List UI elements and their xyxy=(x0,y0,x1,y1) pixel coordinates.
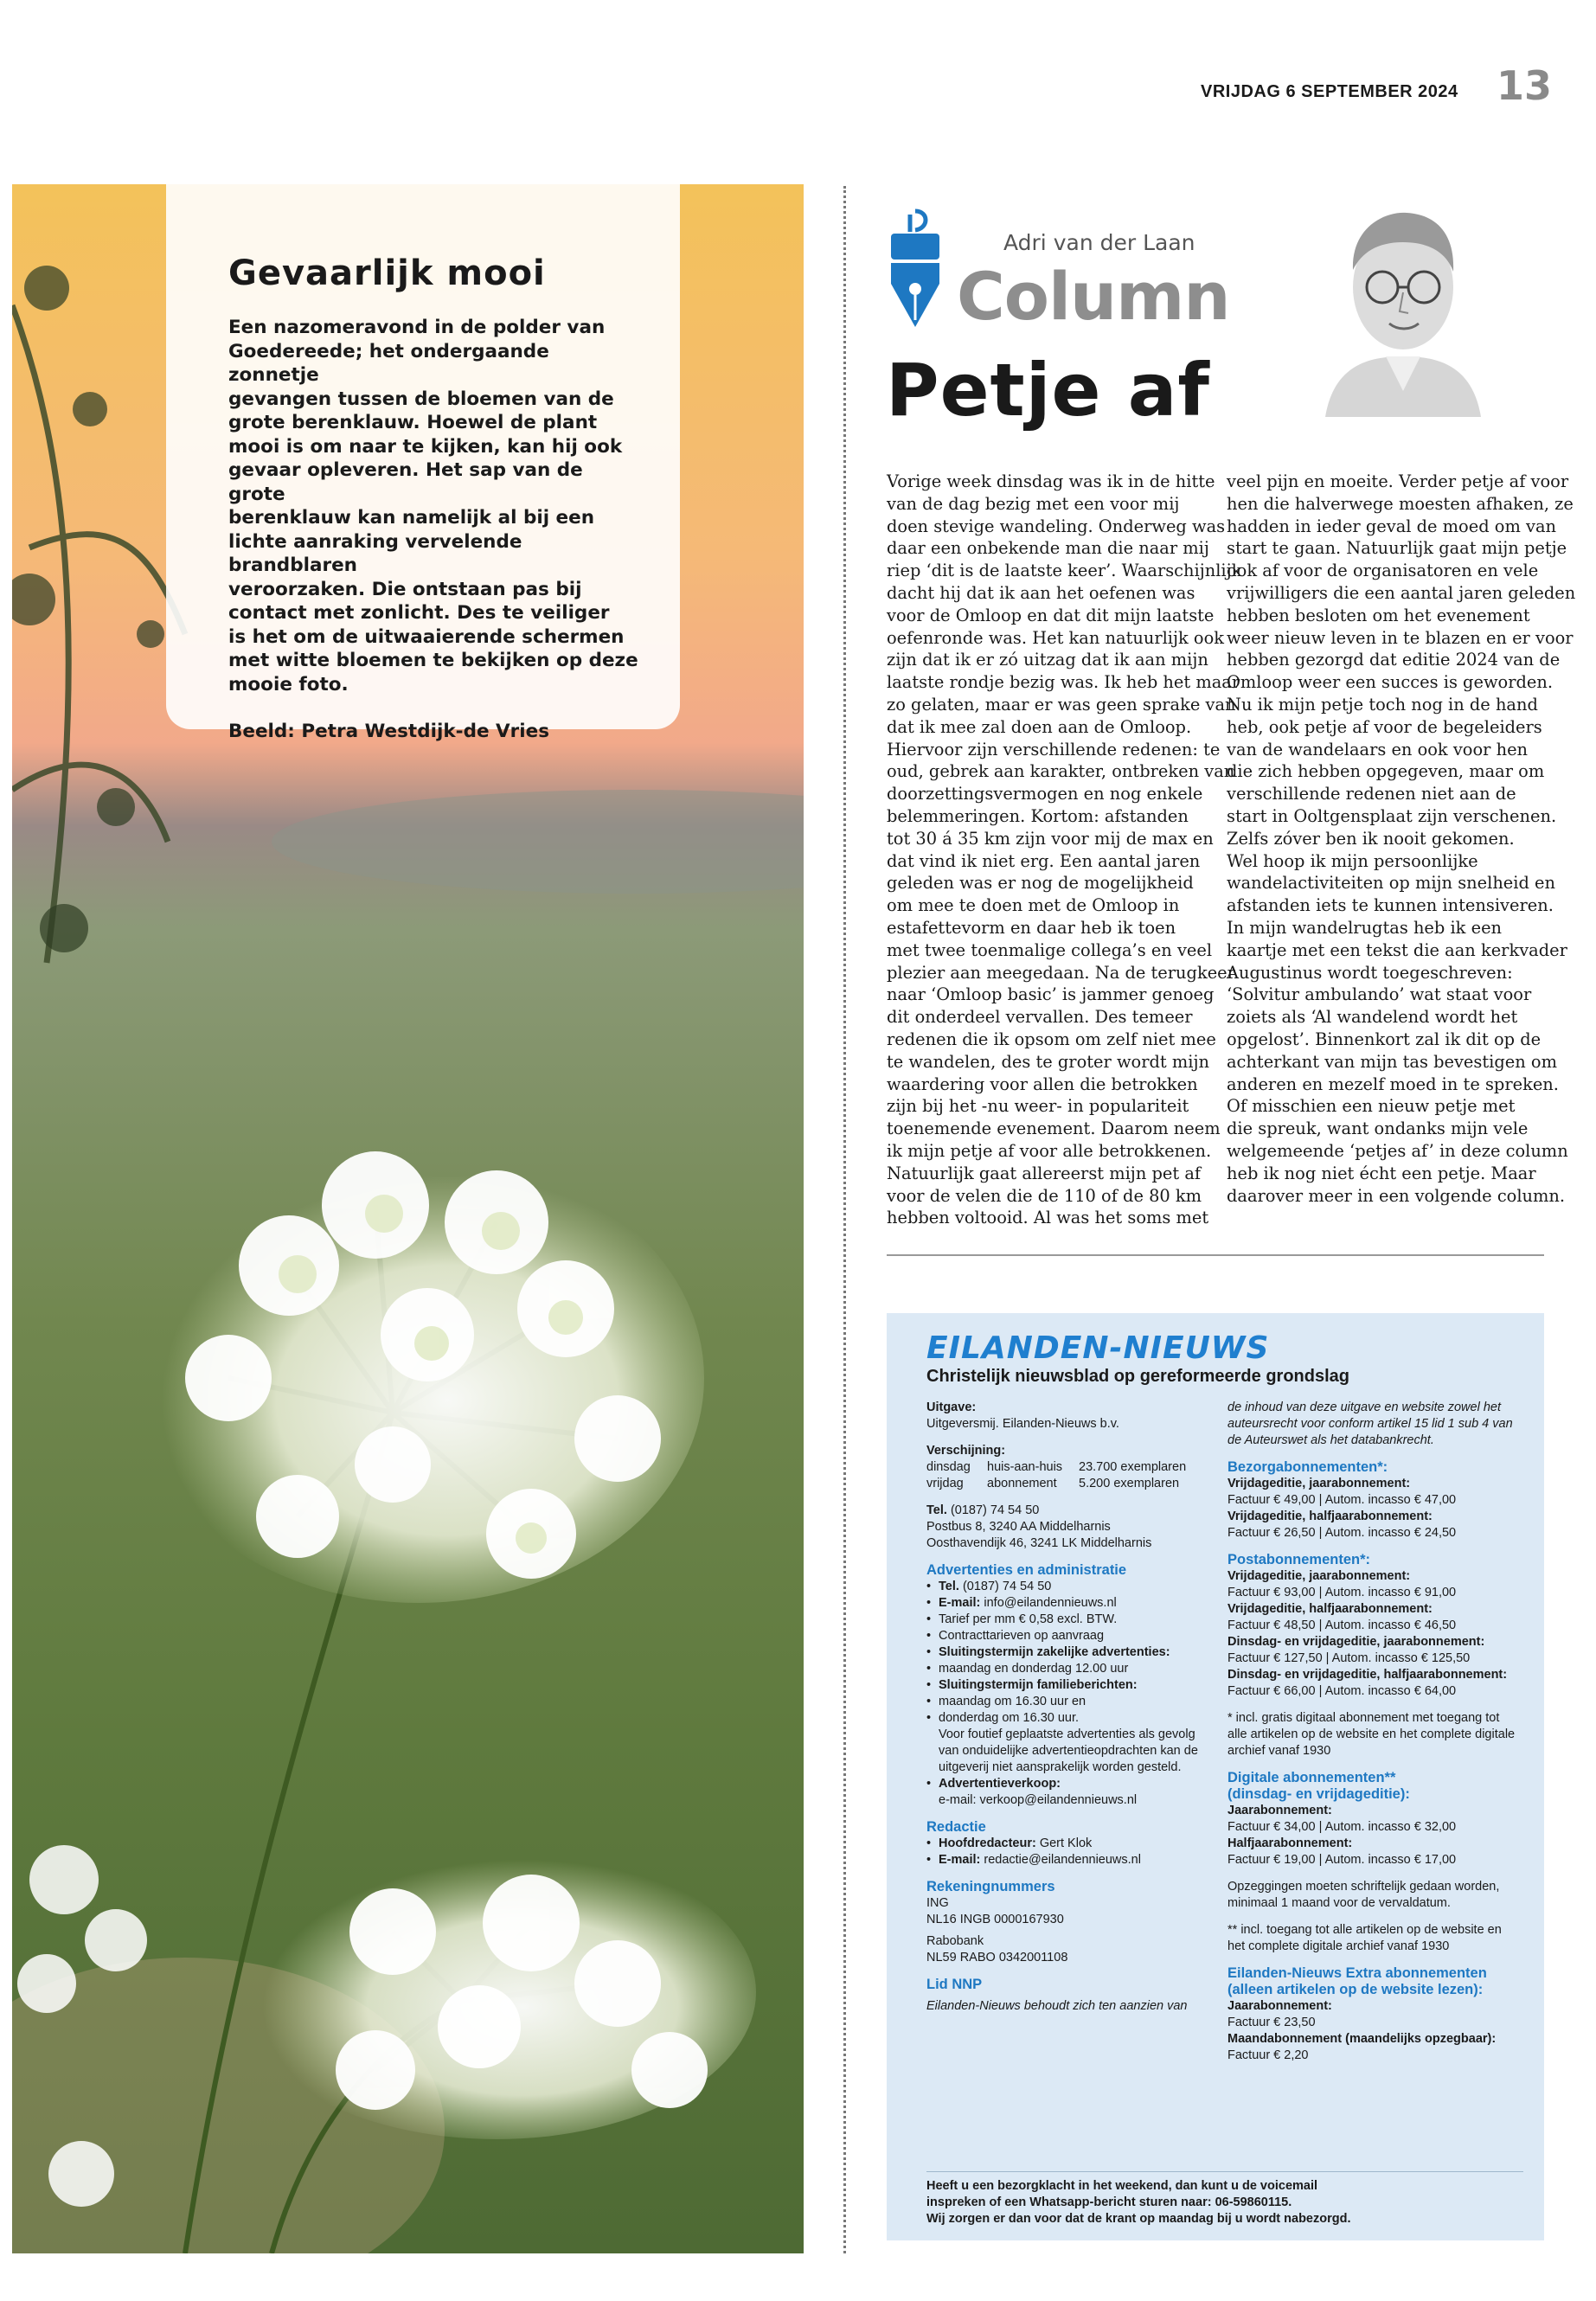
colophon-left: Uitgave: Uitgeversmij. Eilanden-Nieuws b.v. Verschijning: dinsdag huis-aan-huis 23.700 exemplaren vrijdag abonnement 5.200 exemplaren Tel. (0187) 74 54 50 Postbus 8, 3240 AA Middelharnis Oosthavendijk 46, 3241 LK Middelharnis Advertenties en administratie • Tel. (0187) 74 54 50 • E-mail: info@eilandennieuws.nl • Tarief per mm € 0,58 excl. BTW. • Contracttarieven op aanvraag • Sluitingstermijn zakelijke advertenties: • maandag en donderdag 12.00 uur • Sluitingstermijn familieberichten: • maandag om 16.30 uur en • donderdag om 16.30 uur. Voor foutief geplaatste advertenties als gevolg van onduidelijke advertentieopdrachten kan de uitgeverij niet aansprakelijk worden gesteld. • Advertentieverkoop: e-mail: verkoop@eilandennieuws.nl Redactie • Hoofdredacteur: Gert Klok • E-mail: redactie@eilandennieuws.nl Rekeningnummers ING NL16 INGB 0000167930 Rabobank NL59 RABO 0342001108 Lid NNP Eilanden-Nieuws behoudt zich ten aanzien van xyxy=(926,1400,1212,2015)
adv-heading: Advertenties en administratie xyxy=(926,1562,1127,1578)
verschijning-row: dinsdag huis-aan-huis 23.700 exemplaren xyxy=(926,1460,1187,1474)
verkoop-email[interactable]: e-mail: verkoop@eilandennieuws.nl xyxy=(939,1793,1138,1807)
column-headline: Petje af xyxy=(886,348,1210,433)
rekening-heading: Rekeningnummers xyxy=(926,1879,1055,1894)
colophon-right: de inhoud van deze uitgave en website zowel het auteursrecht voor conform artikel 15 lid 1 sub 4 van de Auteurswet als het databankrecht. Bezorgabonnementen*: Vrijdageditie, jaarabonnement: Factuur € 49,00 | Autom. incasso € 47,00 Vrijdageditie, halfjaarabonnement: Factuur € 26,50 | Autom. incasso € 24,50 Postabonnementen*: Vrijdageditie, jaarabonnement: Factuur € 93,00 | Autom. incasso € 91,00 Vrijdageditie, halfjaarabonnement: Factuur € 48,50 | Autom. incasso € 46,50 Dinsdag- en vrijdageditie, jaarabonnement: Factuur € 127,50 | Autom. incasso € 125,50 Dinsdag- en vrijdageditie, halfjaarabonnement: Factuur € 66,00 | Autom. incasso € 64,00 * incl. gratis digitaal abonnement met toegang tot alle artikelen op de website en het complete digitale archief vanaf 1930 Digitale abonnementen** (dinsdag- en vrijdageditie): Jaarabonnement: Factuur € 34,00 | Autom. incasso € 32,00 Halfjaarabonnement: Factuur € 19,00 | Autom. incasso € 17,00 Opzeggingen moeten schriftelijk gedaan worden, minimaal 1 maand voor de vervaldatum. ** incl. toegang tot alle artikelen op de website en het complete digitale archief vanaf 1930 Eilanden-Nieuws Extra abonnementen (alleen artikelen op de website lezen): Jaarabonnement: Factuur € 23,50 Maandabonnement (maandelijks opzegbaar): Factuur € 2,20 xyxy=(1227,1400,1539,2064)
column-divider xyxy=(843,186,846,2253)
author-portrait xyxy=(1317,192,1490,421)
post-heading: Postabonnementen*: xyxy=(1227,1552,1371,1567)
extra-heading: Eilanden-Nieuws Extra abonnementen (alleen artikelen op de website lezen): xyxy=(1227,1965,1487,1997)
colophon-footer: Heeft u een bezorgklacht in het weekend, dan kunt u de voicemail inspreken of een Whatsapp-bericht sturen naar: 06-59860115. Wij zorgen er dan voor dat de krant op maandag bij u wordt nabezorgd. xyxy=(926,2179,1351,2226)
bezorg-heading: Bezorgabonnementen*: xyxy=(1227,1459,1388,1475)
photo-credit: Beeld: Petra Westdijk-de Vries xyxy=(228,721,550,742)
column-text-2: veel pijn en moeite. Verder petje af voor hen die halverwege moesten afhaken, ze hadden in ieder geval de moed om van start te gaan. Natuurlijk gaat mijn petje ook af voor de organisatoren en vele vrijwilligers die een aantal jaren geleden hebben besloten om het evenement weer nieuw leven in te blazen en er voor hebben gezorgd dat editie 2024 van de Omloop weer een succes is geworden. Nu ik mijn petje toch nog in de hand heb, ook petje af voor de begeleiders van de wandelaars en ook voor hen die zich hebben opgegeven, maar om verschillende redenen niet aan de start in Ooltgensplaat zijn verschenen. Zelfs zóver ben ik nooit gekomen. Wel hoop ik mijn persoonlijke wandelactiviteiten op mijn snelheid en afstanden iets te kunnen intensiveren. In mijn wandelrugtas heb ik een kaartje met een tekst die aan kerkvader Augustinus wordt toegeschreven: ‘Solvitur ambulando’ wat staat voor zoiets als ‘Al wandelend wordt het opgelost’. Binnenkort zal ik dit op de achterkant van mijn tas bevestigen om anderen en mezelf moed in te spreken. Of misschien een nieuw petje met die spreuk, want ondanks mijn vele welgemeende ‘petjes af’ in deze column heb ik nog niet écht een petje. Maar daarover meer in een volgende column. xyxy=(1227,471,1576,1206)
colophon-rule xyxy=(926,2171,1523,2172)
column-text-1: Vorige week dinsdag was ik in de hitte van de dag bezig met een voor mij doen stevige wandeling. Onderweg was daar een onbekende man die naar mij riep ‘dit is de laatste keer’. Waarschijnlijk dacht hij dat ik aan het oefenen was voor de Omloop en dat dit mijn laatste oefenronde was. Het kan natuurlijk ook zijn dat ik er zó uitzag dat ik aan mijn laatste rondje bezig was. Ik heb het maar zo gelaten, maar er was geen sprake van dat ik mee zal doen aan de Omloop. Hiervoor zijn verschillende redenen: te oud, gebrek aan karakter, ontbreken van doorzettingsvermogen en nog enkele belemmeringen. Kortom: afstanden tot 30 á 35 km zijn voor mij de max en dat vind ik niet erg. Een aantal jaren geleden was er nog de mogelijkheid om mee te doen met de Omloop in estafettevorm en daar heb ik toen met twee toenmalige collega’s en veel plezier aan meegedaan. Na de terugkeer naar ‘Omloop basic’ is jammer genoeg dit onderdeel vervallen. Des temeer redenen die ik opsom om zelf niet mee te wandelen, des te groter wordt mijn waardering voor allen die betrokken zijn bij het -nu weer- in populariteit toenemende evenement. Daarom neem ik mijn petje af voor alle betrokkenen. Natuurlijk gaat allereerst mijn pet af voor de velen die de 110 of de 80 km hebben voltooid. Al was het soms met xyxy=(887,471,1242,1228)
colophon-box xyxy=(887,1313,1544,2240)
digitaal-heading: Digitale abonnementen** (dinsdag- en vrijdageditie): xyxy=(1227,1770,1410,1802)
column-label: Column xyxy=(957,258,1230,335)
page-number: 13 xyxy=(1497,62,1553,109)
redactie-email[interactable]: redactie@eilandennieuws.nl xyxy=(984,1853,1141,1867)
section-divider xyxy=(887,1254,1544,1256)
photo-caption-text: Een nazomeravond in de polder van Goedereede; het ondergaande zonnetje gevangen tussen de bloemen van de grote berenklauw. Hoewel de plant mooi is om naar te kijken, kan hij ook gevaar opleveren. Het sap van de grote berenklauw kan namelijk al bij een lichte aanraking vervelende brandblaren veroorzaken. Die ontstaan pas bij contact met zonlicht. Des te veiliger is het om de uitwaaierende schermen met witte bloemen te bekijken op deze mooie foto. xyxy=(228,317,638,695)
verschijning-row: vrijdag abonnement 5.200 exemplaren xyxy=(926,1477,1180,1490)
redactie-heading: Redactie xyxy=(926,1819,986,1835)
issue-date: VRIJDAG 6 SEPTEMBER 2024 xyxy=(1201,82,1458,101)
column-author: Adri van der Laan xyxy=(1003,230,1195,255)
newspaper-logo: EILANDEN-NIEUWS xyxy=(926,1330,1270,1366)
lid-heading: Lid NNP xyxy=(926,1977,983,1992)
fountain-pen-icon xyxy=(884,206,946,340)
newspaper-subtitle: Christelijk nieuwsblad op gereformeerde grondslag xyxy=(926,1367,1349,1386)
photo-title: Gevaarlijk mooi xyxy=(228,253,546,293)
photo-caption xyxy=(166,184,680,742)
